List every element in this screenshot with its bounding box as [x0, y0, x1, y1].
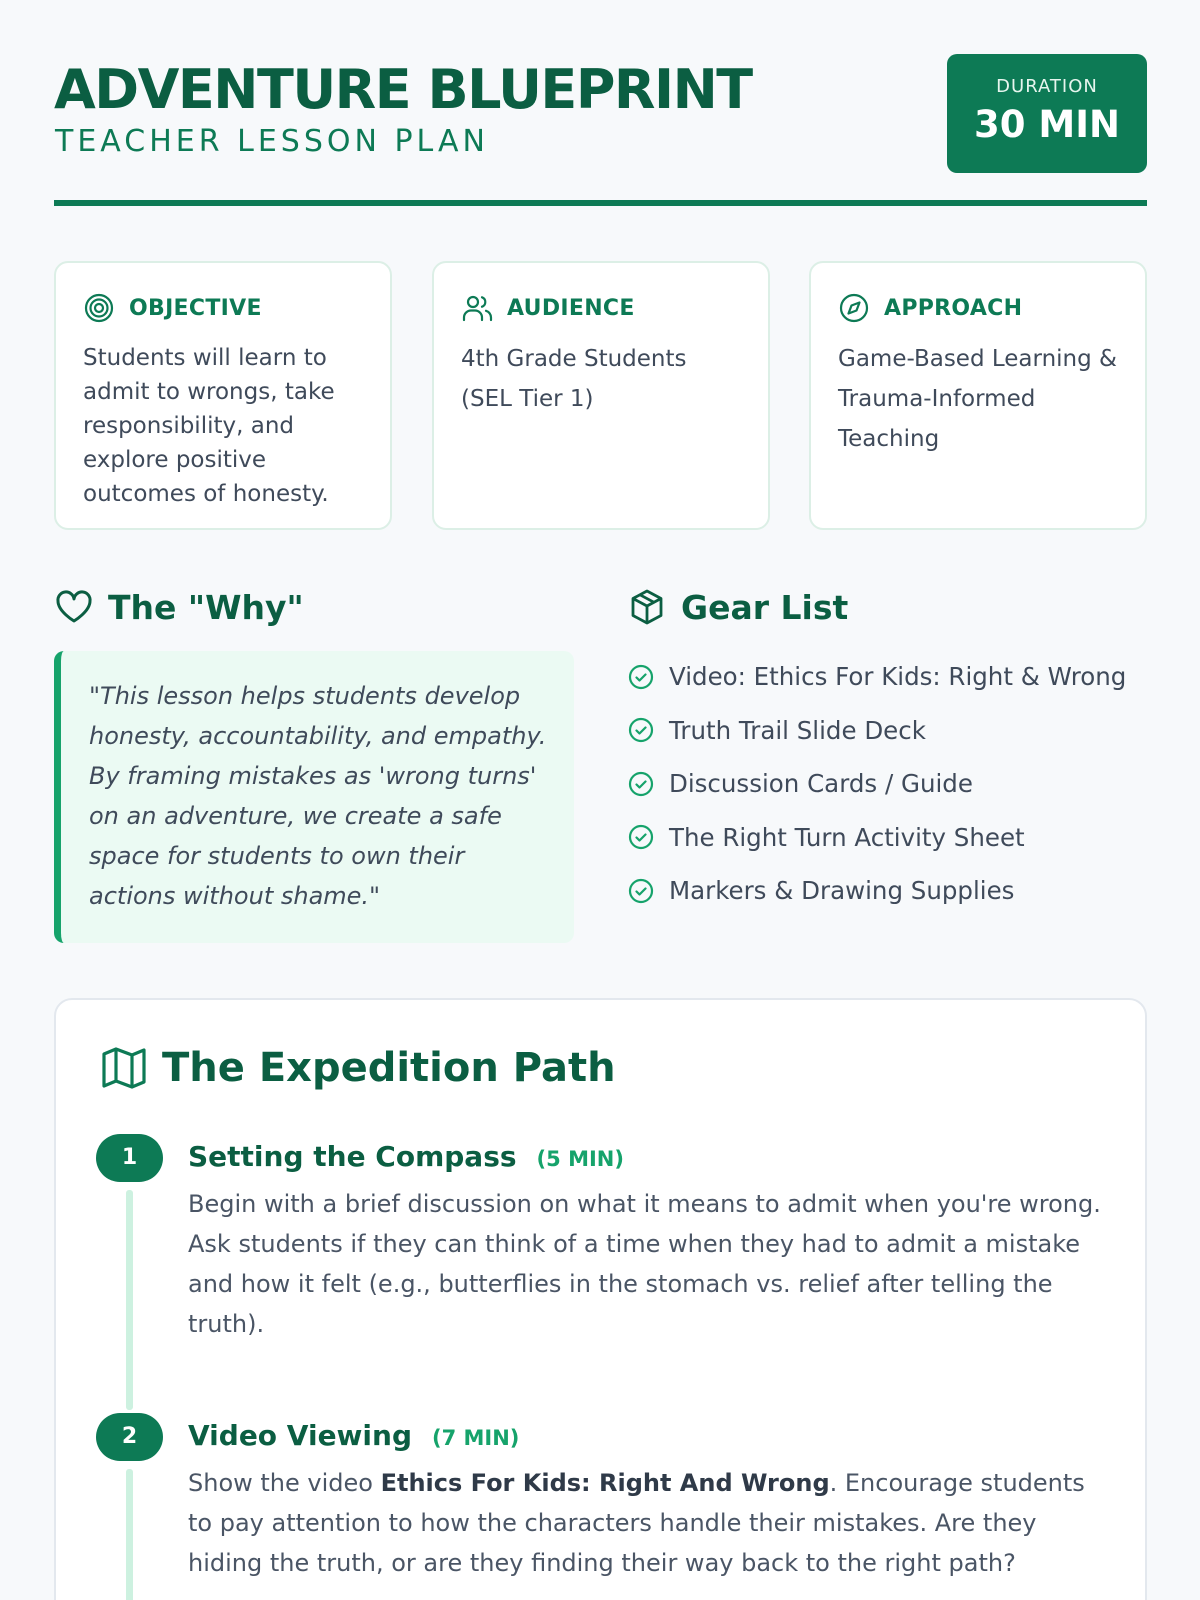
- list-item: [627, 864, 1147, 918]
- list-item: [627, 650, 1147, 704]
- gear-item-text: Truth Trail Slide Deck: [669, 715, 926, 745]
- lesson-plan-page: [54, 0, 1147, 1577]
- target-icon: [83, 292, 115, 324]
- step-description: [188, 1463, 1106, 1583]
- audience-card: [432, 261, 770, 530]
- audience-text: 4th Grade Students (SEL Tier 1): [461, 346, 687, 412]
- header: [54, 0, 1147, 206]
- package-icon: [627, 587, 667, 627]
- step-desc-part: Show the video: [188, 1469, 381, 1497]
- check-circle-icon: [627, 716, 655, 744]
- check-circle-icon: [627, 877, 655, 905]
- gear-item-text: Markers & Drawing Supplies: [669, 876, 1015, 906]
- step-title: [188, 1419, 519, 1452]
- step-connector: [126, 1190, 133, 1410]
- video-title: Ethics For Kids: Right And Wrong: [380, 1469, 830, 1497]
- step-time: (7 MIN): [432, 1426, 520, 1450]
- check-circle-icon: [627, 770, 655, 798]
- step-connector: [126, 1469, 133, 1600]
- why-quote: "This lesson helps students develop honesty, accountability, and empathy. By framing mistakes as 'wrong turns' on an adventure, we create a safe space for students to own their actions without shame.": [54, 651, 574, 943]
- objective-card: [54, 261, 392, 530]
- gear-item-text: The Right Turn Activity Sheet: [669, 822, 1025, 852]
- page-title: ADVENTURE BLUEPRINT: [54, 58, 752, 121]
- path-title: The Expedition Path: [162, 1045, 616, 1091]
- check-circle-icon: [627, 663, 655, 691]
- why-heading: [54, 587, 304, 627]
- audience-title: AUDIENCE: [507, 295, 635, 321]
- gear-item-text: Video: Ethics For Kids: Right & Wrong: [669, 662, 1127, 692]
- approach-card: [809, 261, 1147, 530]
- info-cards: [54, 261, 1147, 531]
- step-title-text: Setting the Compass: [188, 1140, 517, 1173]
- map-icon: [100, 1044, 148, 1092]
- list-item: [627, 704, 1147, 758]
- gear-heading: [627, 587, 848, 627]
- step-title: [188, 1140, 624, 1173]
- approach-title: APPROACH: [884, 295, 1023, 321]
- check-circle-icon: [627, 823, 655, 851]
- page-subtitle: TEACHER LESSON PLAN: [55, 124, 489, 159]
- approach-text: Game-Based Learning & Trauma-Informed Teaching: [838, 346, 1117, 452]
- step-time: (5 MIN): [536, 1147, 624, 1171]
- expedition-path-card: [54, 998, 1147, 1600]
- gear-item-text: Discussion Cards / Guide: [669, 769, 973, 799]
- objective-title: OBJECTIVE: [129, 295, 262, 321]
- step-description: Begin with a brief discussion on what it means to admit when you're wrong. Ask students if they can think of a time when they had to admit a mistake and how it felt (e.g., butterflies in the stomach vs. relief after telling the truth).: [188, 1190, 1101, 1338]
- step-number: 2: [96, 1413, 163, 1461]
- path-heading: [100, 1044, 616, 1092]
- step-title-text: Video Viewing: [188, 1419, 412, 1452]
- gear-title: Gear List: [681, 587, 849, 627]
- list-item: [627, 811, 1147, 865]
- duration-value: 30 MIN: [974, 103, 1120, 146]
- duration-label: DURATION: [996, 76, 1098, 97]
- duration-badge: [947, 54, 1147, 173]
- compass-icon: [838, 292, 870, 324]
- step-number: 1: [96, 1134, 163, 1182]
- objective-text: Students will learn to admit to wrongs, take responsibility, and explore positive outcomes of honesty.: [83, 345, 335, 507]
- gear-list: [627, 650, 1147, 918]
- heart-icon: [54, 587, 94, 627]
- users-icon: [461, 292, 493, 324]
- list-item: [627, 757, 1147, 811]
- step-desc-part: . Encourage students to pay attention to how the characters handle their mistakes. Are they hiding the truth, or are they finding their way back to the right path?: [188, 1469, 1085, 1577]
- why-title: The "Why": [108, 587, 304, 627]
